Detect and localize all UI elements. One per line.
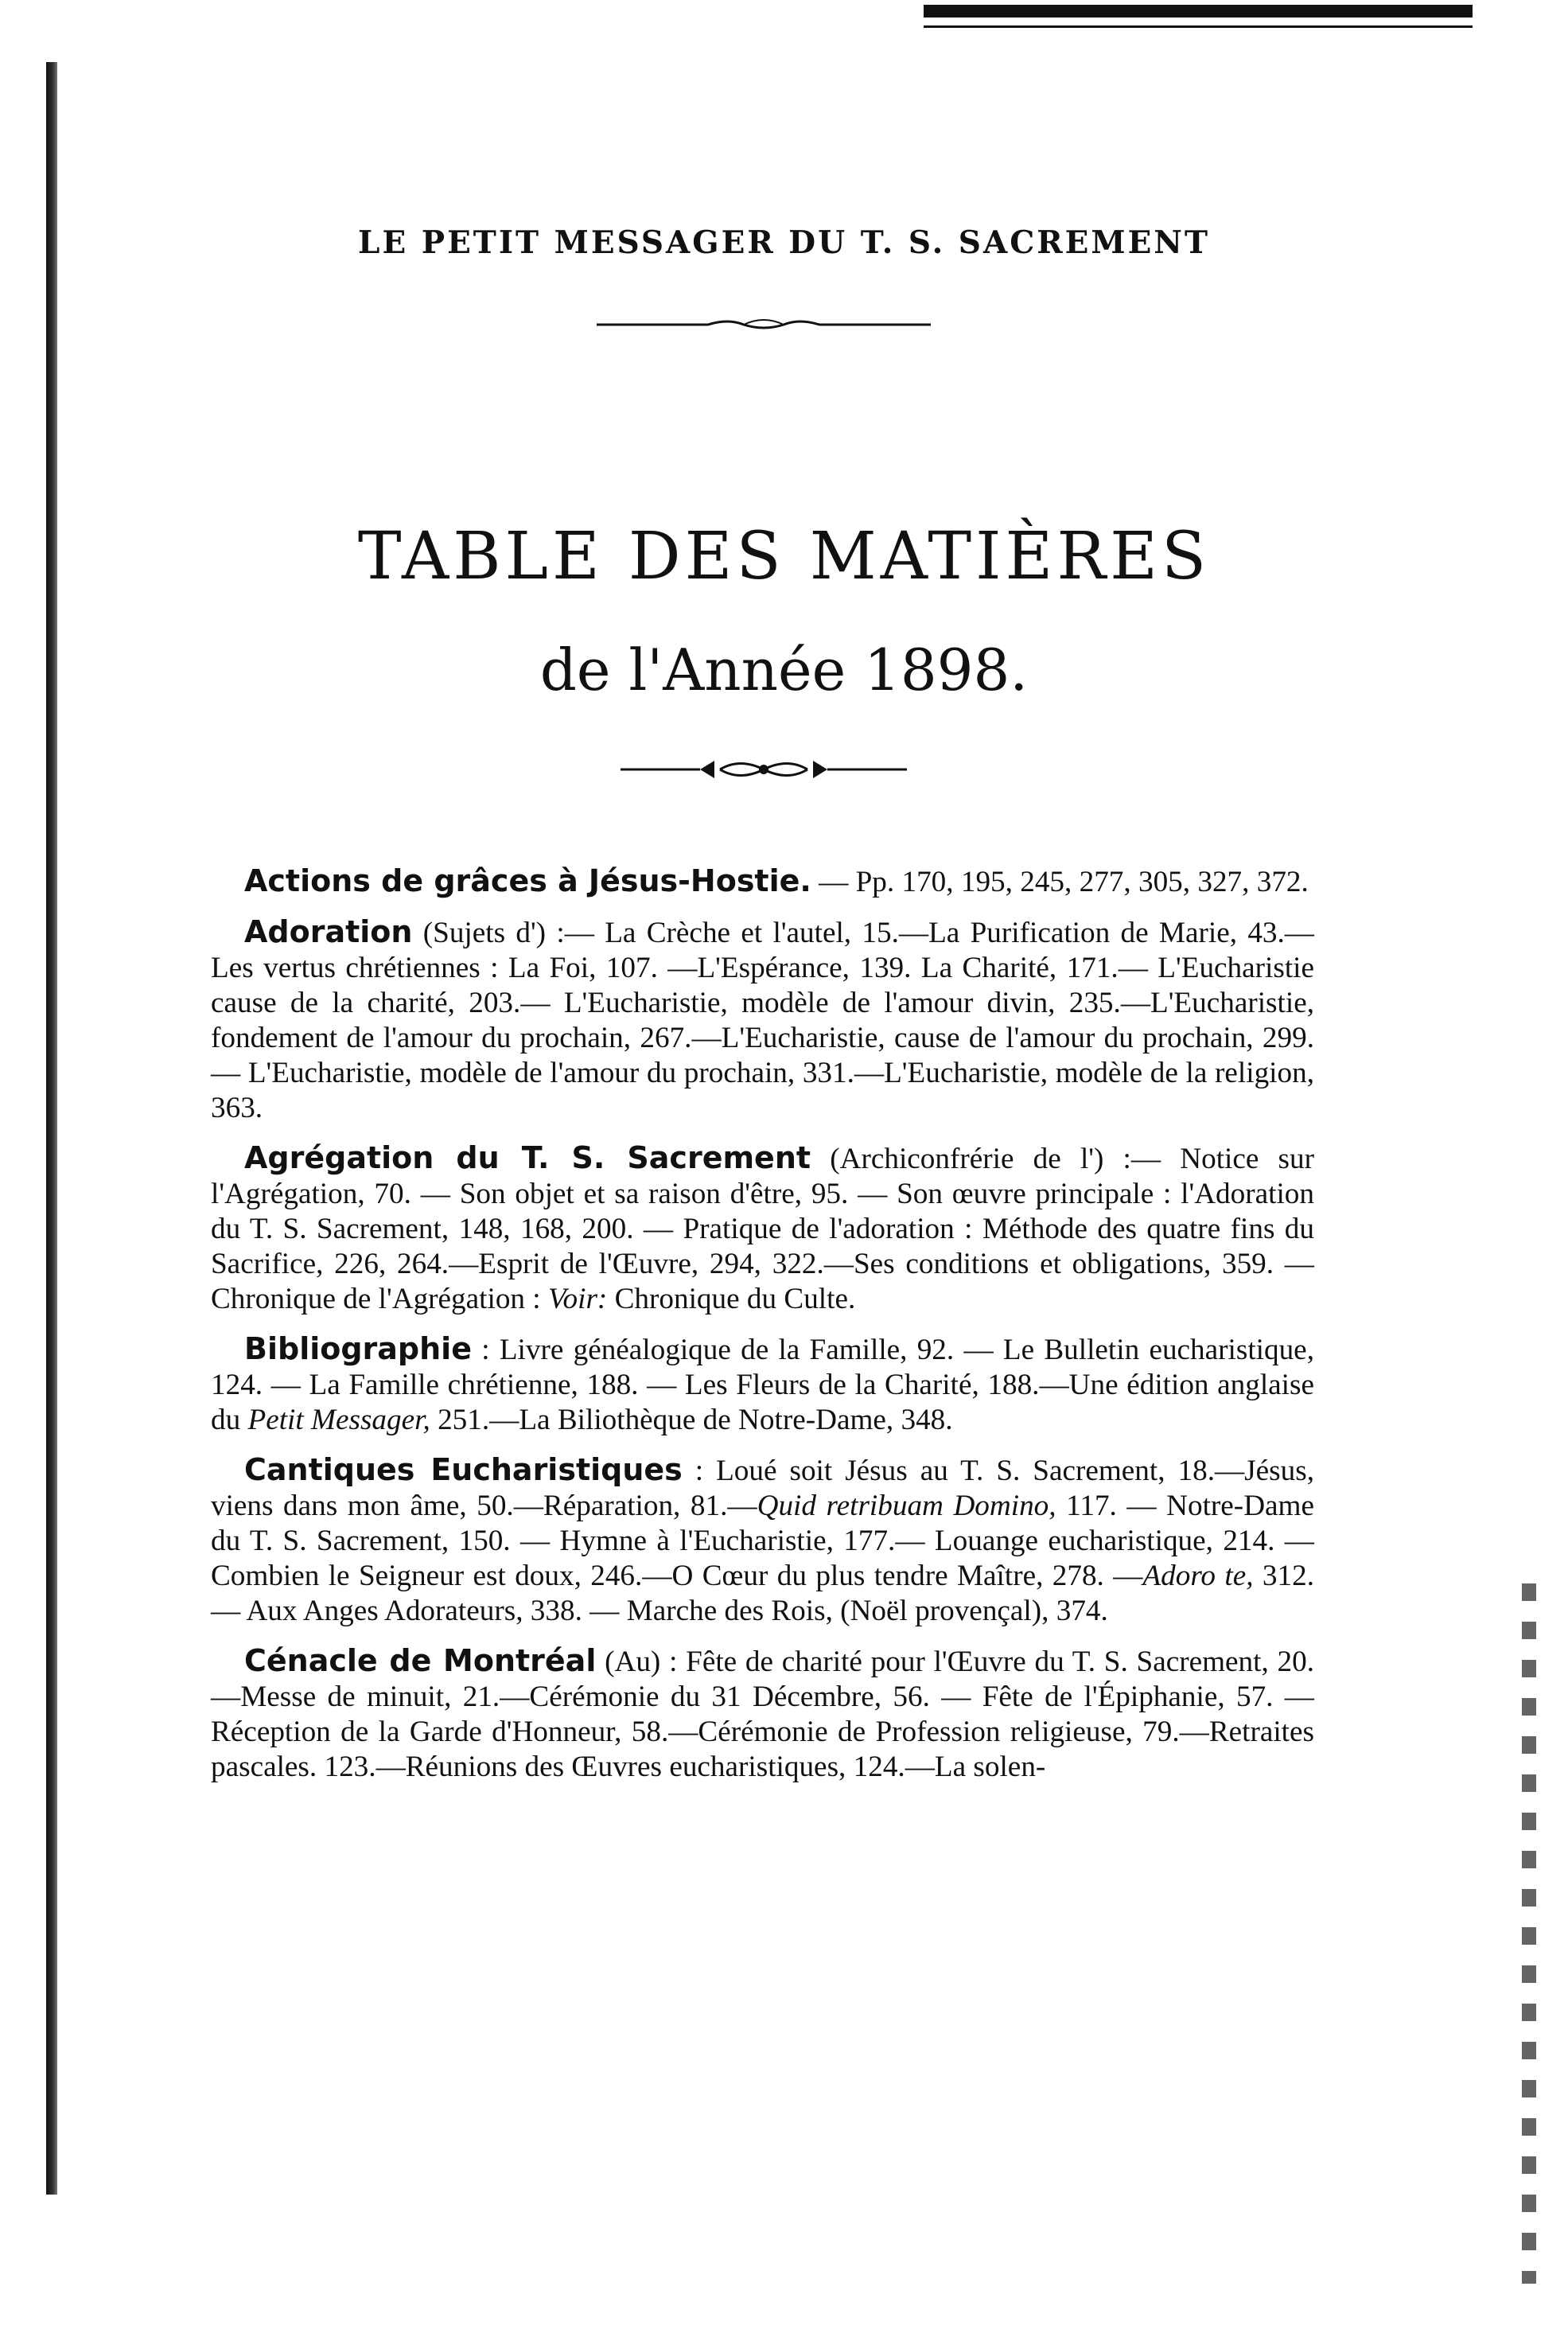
toc-entry-heading: Agrégation du T. S. Sacrement (244, 1140, 811, 1175)
toc-entry-text: 251.—La Biliothèque de Notre-Dame, 348. (430, 1404, 953, 1436)
toc-entry-text: 312. — Aux Anges Adorateurs, 338. — Marche des Rois, (Noël provençal), 374. (211, 1560, 1314, 1627)
toc-entry-text: (Archiconfrérie de l') :— Notice sur l'Agrégation, 70. — Son objet et sa raison d'être, 95. — Son œuvre principale : l'Adoration du T. S. Sacrement, 148, 168, 200. — Pratique de l'adoration : Méthode des quatre fins du Sacrifice, 226, 264.—Esprit de l'Œuvre, 294, 322.—Ses conditions et obligations, 359. — Chronique de l'Agrégation : (211, 1143, 1314, 1315)
toc-entry (211, 1452, 1314, 1629)
toc-entry (211, 914, 1314, 1126)
toc-entry (211, 1140, 1314, 1317)
toc-entry-italic-title: Quid retribuam Domino, (757, 1490, 1056, 1522)
table-of-contents (211, 863, 1314, 1799)
toc-entry-text: (Au) : Fête de charité pour l'Œuvre du T. S. Sacrement, 20.—Messe de minuit, 21.—Cérémonie du 31 Décembre, 56. — Fête de l'Épiphanie, 57. — Réception de la Garde d'Honneur, 58.—Cérémonie de Profession religieuse, 79.—Retraites pascales. 123.—Réunions des Œuvres eucharistiques, 124.—La solen- (211, 1646, 1314, 1783)
title-flourish-ornament (621, 756, 907, 783)
toc-entry-heading: Bibliographie (244, 1331, 472, 1366)
toc-entry-text: : Loué soit Jésus au T. S. Sacrement, 18.—Jésus, viens dans mon âme, 50.—Réparation, 81.— (211, 1455, 1314, 1522)
toc-entry-heading: Cantiques Eucharistiques (244, 1452, 683, 1487)
page-subtitle: de l'Année 1898. (539, 637, 1029, 703)
running-header: LE PETIT MESSAGER DU T. S. SACREMENT (358, 224, 1210, 261)
toc-entry-text: Chronique du Culte. (607, 1283, 856, 1315)
toc-entry-heading: Actions de grâces à Jésus-Hostie. (244, 863, 811, 898)
toc-entry (211, 863, 1314, 900)
top-border-rule-thin (924, 25, 1473, 28)
toc-entry-heading: Adoration (244, 914, 413, 949)
toc-entry-see-also: Voir: (547, 1283, 608, 1315)
header-ornament-rule (597, 317, 931, 333)
toc-entry-italic-title: Adoro te, (1142, 1560, 1254, 1592)
toc-entry (211, 1643, 1314, 1785)
toc-entry-italic-title: Petit Messager, (247, 1404, 430, 1436)
top-border-rule (924, 5, 1473, 18)
scan-right-edge-marks (1522, 1583, 1536, 2284)
toc-entry-heading: Cénacle de Montréal (244, 1643, 597, 1678)
toc-entry (211, 1331, 1314, 1438)
toc-entry-text: 117. — Notre-Dame du T. S. Sacrement, 150. — Hymne à l'Eucharistie, 177.— Louange eucharistique, 214. — Combien le Seigneur est doux, 246.—O Cœur du plus tendre Maître, 278. — (211, 1490, 1314, 1592)
toc-entry-text: — Pp. 170, 195, 245, 277, 305, 327, 372. (811, 866, 1309, 898)
toc-entry-text: (Sujets d') :— La Crèche et l'autel, 15.—La Purification de Marie, 43.—Les vertus chrétiennes : La Foi, 107. —L'Espérance, 139. La Charité, 171.— L'Eucharistie cause de la charité, 203.— L'Eucharistie, modèle de l'amour divin, 235.—L'Eucharistie, fondement de l'amour du prochain, 267.—L'Eucharistie, cause de l'amour du prochain, 299. — L'Eucharistie, modèle de l'amour du prochain, 331.—L'Eucharistie, modèle de la religion, 363. (211, 917, 1314, 1124)
toc-entry-text: : Livre généalogique de la Famille, 92. — Le Bulletin eucharistique, 124. — La Famille chrétienne, 188. — Les Fleurs de la Charité, 188.—Une édition anglaise du (211, 1334, 1314, 1436)
page-title: TABLE DES MATIÈRES (357, 519, 1211, 594)
scan-binding-edge (46, 62, 57, 2195)
